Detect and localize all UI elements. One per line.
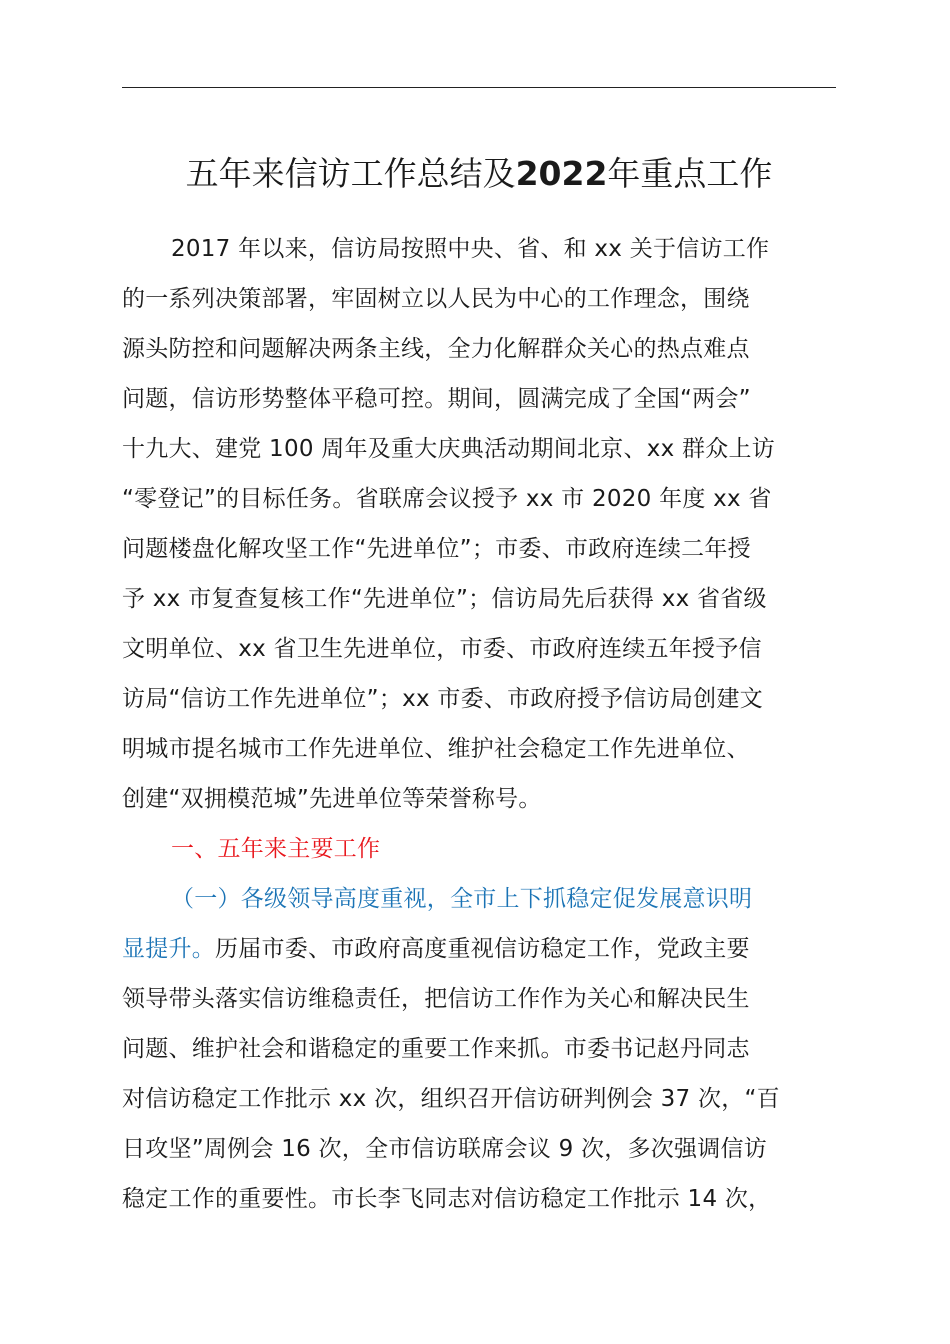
intro-line-9: 文明单位、xx 省卫生先进单位，市委、市政府连续五年授予信	[122, 636, 762, 662]
intro-line-7: 问题楼盘化解攻坚工作“先进单位”；市委、市政府连续二年授	[122, 536, 751, 562]
intro-line-4: 问题，信访形势整体平稳可控。期间，圆满完成了全国“两会”	[122, 386, 751, 412]
section-heading-1: 一、五年来主要工作	[171, 836, 381, 862]
subsection-heading-1: （一）各级领导高度重视，全市上下抓稳定促发展意识明	[171, 886, 753, 912]
title-year: 2022	[515, 154, 608, 193]
header-rule	[122, 87, 836, 88]
intro-line-5: 十九大、建党 100 周年及重大庆典活动期间北京、xx 群众上访	[122, 436, 776, 462]
title-text-part2: 年重点工作	[607, 154, 773, 193]
subsection-line-3: 领导带头落实信访维稳责任，把信访工作作为关心和解决民生	[122, 986, 750, 1012]
intro-line-10: 访局“信访工作先进单位”；xx 市委、市政府授予信访局创建文	[122, 686, 763, 712]
intro-line-2: 的一系列决策部署，牢固树立以人民为中心的工作理念，围绕	[122, 286, 750, 312]
intro-line-8: 予 xx 市复查复核工作“先进单位”；信访局先后获得 xx 省省级	[122, 586, 767, 612]
intro-line-11: 明城市提名城市工作先进单位、维护社会稳定工作先进单位、	[122, 736, 750, 762]
intro-line-3: 源头防控和问题解决两条主线，全力化解群众关心的热点难点	[122, 336, 750, 362]
subsection-line-2-text: 历届市委、市政府高度重视信访稳定工作，党政主要	[215, 936, 750, 962]
subsection-line-4: 问题、维护社会和谐稳定的重要工作来抓。市委书记赵丹同志	[122, 1036, 750, 1062]
intro-line-12: 创建“双拥模范城”先进单位等荣誉称号。	[122, 786, 542, 812]
subsection-line-2	[122, 924, 836, 974]
subsection-line-5: 对信访稳定工作批示 xx 次，组织召开信访研判例会 37 次，“百	[122, 1086, 780, 1112]
subsection-line-7: 稳定工作的重要性。市长李飞同志对信访稳定工作批示 14 次，	[122, 1186, 772, 1212]
subsection-heading-1-end: 显提升。	[122, 936, 215, 962]
intro-line-6: “零登记”的目标任务。省联席会议授予 xx 市 2020 年度 xx 省	[122, 486, 772, 512]
intro-line-1: 2017 年以来，信访局按照中央、省、和 xx 关于信访工作	[171, 236, 770, 262]
title-text-part1: 五年来信访工作总结及	[185, 154, 516, 193]
subsection-line-6: 日攻坚”周例会 16 次，全市信访联席会议 9 次，多次强调信访	[122, 1136, 768, 1162]
document-body	[122, 224, 836, 1224]
document-title	[122, 146, 836, 202]
